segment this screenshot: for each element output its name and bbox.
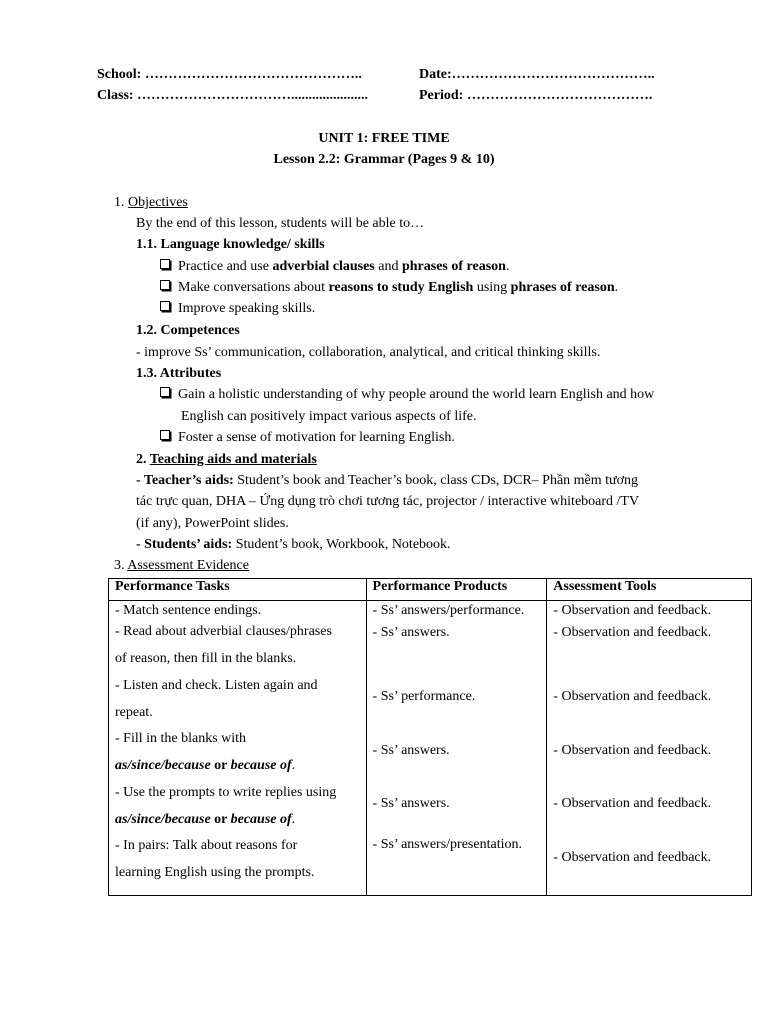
task-match: - Match sentence endings. xyxy=(115,603,262,618)
tool-item: - Observation and feedback. xyxy=(553,625,712,640)
tools-cell xyxy=(547,601,752,896)
checkbox-bullet-icon xyxy=(160,259,170,269)
tool-item: - Observation and feedback. xyxy=(553,603,712,618)
bullet-holistic-cont: English can positively impact various aspects of life. xyxy=(181,409,477,424)
competences-heading: 1.2. Competences xyxy=(136,323,240,338)
products-cell xyxy=(366,601,547,896)
product-item: - Ss’ answers. xyxy=(372,796,450,811)
class-field: Class: ……………………………...................... xyxy=(97,88,369,103)
task-listen: - Listen and check. Listen again and xyxy=(115,678,318,693)
col-header-tasks: Performance Tasks xyxy=(109,579,367,601)
col-header-products: Performance Products xyxy=(366,579,547,601)
task-prompts-cont: as/since/because or because of. xyxy=(115,812,296,827)
school-field: School: ……………………………………….. xyxy=(97,67,362,82)
bullet-holistic: Gain a holistic understanding of why people around the world learn English and how xyxy=(160,386,654,403)
product-item: - Ss’ answers/presentation. xyxy=(372,837,522,852)
lesson-title: Lesson 2.2: Grammar (Pages 9 & 10) xyxy=(273,152,495,167)
objectives-intro: By the end of this lesson, students will be able to… xyxy=(136,216,425,231)
date-field: Date:…………………………………….. xyxy=(419,67,655,82)
checkbox-bullet-icon xyxy=(160,430,170,440)
tool-item: - Observation and feedback. xyxy=(553,850,712,865)
tool-item: - Observation and feedback. xyxy=(553,689,712,704)
task-pairs: - In pairs: Talk about reasons for xyxy=(115,838,298,853)
product-item: - Ss’ answers. xyxy=(372,743,450,758)
tool-item: - Observation and feedback. xyxy=(553,796,712,811)
bullet-speaking: Improve speaking skills. xyxy=(160,300,315,317)
teacher-aids-line3: (if any), PowerPoint slides. xyxy=(136,516,289,531)
tool-item: - Observation and feedback. xyxy=(553,743,712,758)
bullet-motivation: Foster a sense of motivation for learning English. xyxy=(160,429,455,446)
teaching-aids-heading: 2. Teaching aids and materials xyxy=(136,452,317,467)
table-header-row xyxy=(109,579,752,601)
tasks-cell xyxy=(109,601,367,896)
checkbox-bullet-icon xyxy=(160,280,170,290)
task-fill: - Fill in the blanks with xyxy=(115,731,247,746)
checkbox-bullet-icon xyxy=(160,387,170,397)
product-item: - Ss’ answers/performance. xyxy=(372,603,525,618)
task-prompts: - Use the prompts to write replies using xyxy=(115,785,337,800)
bullet-conversations: Make conversations about reasons to study English using phrases of reason. xyxy=(160,279,618,296)
bullet-practice: Practice and use adverbial clauses and phrases of reason. xyxy=(160,258,509,275)
language-skills-heading: 1.1. Language knowledge/ skills xyxy=(136,237,325,252)
period-field: Period: …………………………………. xyxy=(419,88,653,103)
assessment-heading: 3. Assessment Evidence xyxy=(114,558,249,573)
teacher-aids-line2: tác trực quan, DHA – Ứng dụng trò chơi tương tác, projector / interactive whiteboard /TV xyxy=(136,494,640,509)
checkbox-bullet-icon xyxy=(160,301,170,311)
attributes-heading: 1.3. Attributes xyxy=(136,366,222,381)
col-header-tools: Assessment Tools xyxy=(547,579,752,601)
unit-title: UNIT 1: FREE TIME xyxy=(318,131,450,146)
objectives-heading: 1. Objectives xyxy=(114,195,188,210)
task-listen-cont: repeat. xyxy=(115,705,153,720)
competences-text: - improve Ss’ communication, collaboration, analytical, and critical thinking skills. xyxy=(136,345,601,360)
product-item: - Ss’ answers. xyxy=(372,625,450,640)
task-fill-cont: as/since/because or because of. xyxy=(115,758,296,773)
student-aids: - Students’ aids: Student’s book, Workbook, Notebook. xyxy=(136,537,451,552)
task-pairs-cont: learning English using the prompts. xyxy=(115,865,315,880)
teacher-aids-line1: - Teacher’s aids: Student’s book and Teacher’s book, class CDs, DCR– Phần mềm tương xyxy=(136,473,639,488)
task-read: - Read about adverbial clauses/phrases xyxy=(115,624,332,639)
assessment-table xyxy=(108,578,752,896)
product-item: - Ss’ performance. xyxy=(372,689,476,704)
task-read-cont: of reason, then fill in the blanks. xyxy=(115,651,297,666)
table-row xyxy=(109,601,752,896)
